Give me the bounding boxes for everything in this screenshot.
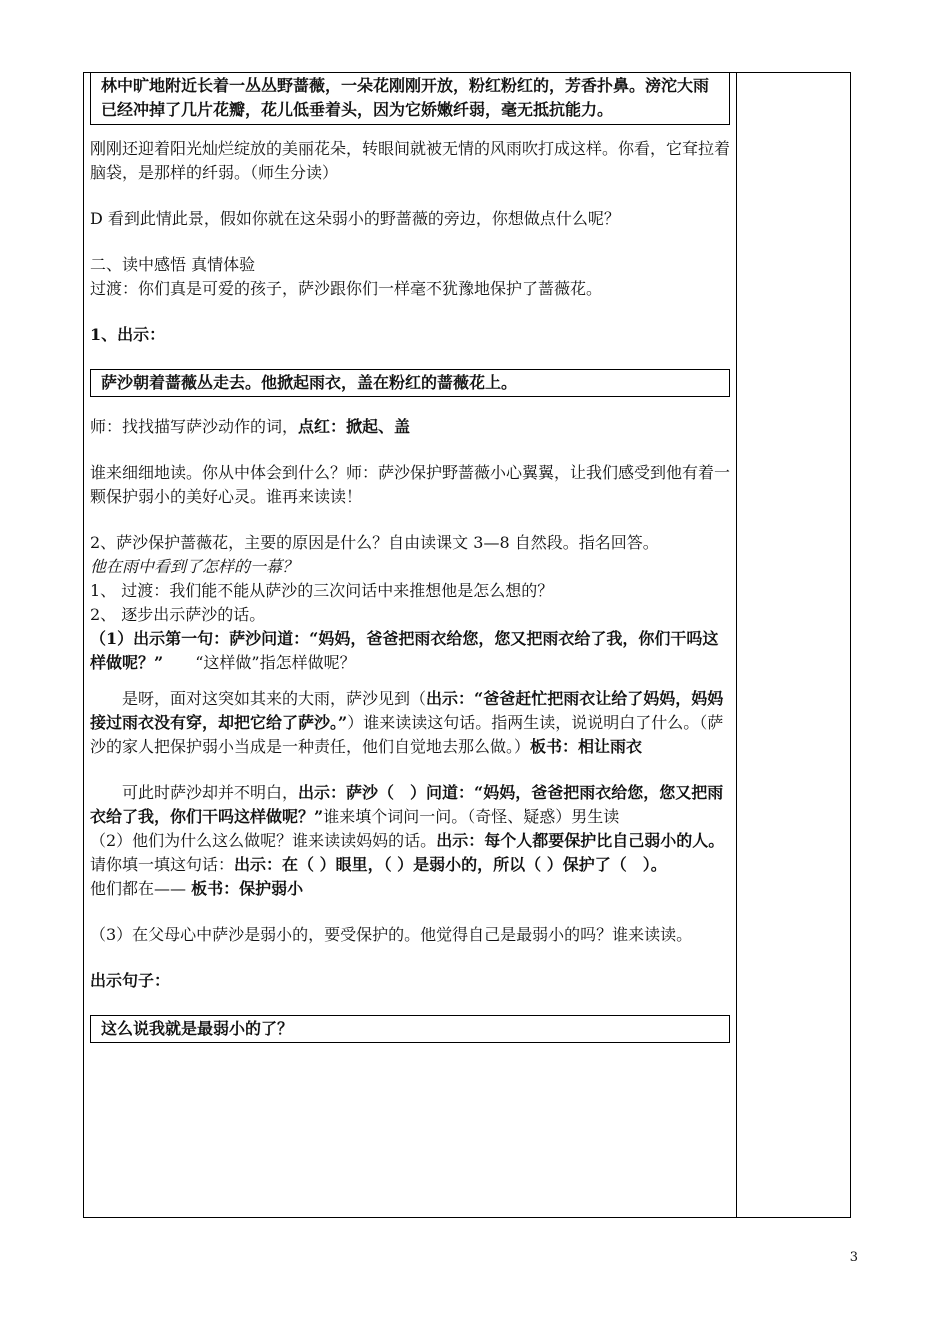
italic-question: 他在雨中看到了怎样的一幕？ (90, 557, 299, 576)
paragraph-6 (90, 781, 730, 829)
first-quote-question: “这样做”指怎样做呢？ (163, 653, 356, 672)
paragraph-2: D 看到此情此景，假如你就在这朵弱小的野蔷薇的旁边，你想做点什么呢？ (90, 209, 620, 228)
question-2-prompt: 请你填一填这句话： (90, 855, 235, 874)
paragraph-6-quote: 出示：萨沙（ ）问道：“妈妈，爸爸把雨衣给您，您又把雨衣给了我，你们干吗这样做呢？” (90, 783, 724, 826)
paragraph-1: 刚刚还迎着阳光灿烂绽放的美丽花朵，转眼间就被无情的风雨吹打成这样。你看，它耷拉着脑袋，是那样的纤弱。（师生分读） (90, 139, 731, 182)
paragraph-5 (90, 687, 730, 759)
quote-box-1: 林中旷地附近长着一丛丛野蔷薇，一朵花刚刚开放，粉红粉红的，芳香扑鼻。滂沱大雨已经冲掉了几片花瓣，花儿低垂着头，因为它娇嫩纤弱，毫无抵抗能力。 (90, 72, 730, 125)
question-2-fill: 出示：在（ ）眼里，（ ）是弱小的，所以（ ）保护了（ ）。 (234, 855, 667, 874)
question-3: （3）在父母心中萨沙是弱小的，要受保护的。他觉得自己是最弱小的吗？谁来读读。 (90, 925, 693, 944)
lesson-content (90, 72, 730, 1043)
question-2-intro: （2）他们为什么这么做呢？谁来读读妈妈的话。 (90, 831, 437, 850)
table-column-divider (736, 72, 737, 1218)
question-2 (90, 829, 730, 877)
show-label-1: 1、出示： (90, 325, 166, 344)
question-1 (90, 627, 730, 675)
quote-box-2: 萨沙朝着蔷薇丛走去。他掀起雨衣，盖在粉红的蔷薇花上。 (90, 369, 730, 397)
show-label-2: 出示句子： (90, 971, 171, 990)
question-2-quote: 出示：每个人都要保护比自己弱小的人。 (436, 831, 725, 850)
step-1: 1、 过渡：我们能不能从萨沙的三次问话中来推想他是怎么想的？ (90, 581, 554, 600)
step-2: 2、 逐步出示萨沙的话。 (90, 605, 266, 624)
board-note-1: 板书：相让雨衣 (530, 737, 643, 756)
paragraph-6-text: 谁来填个词问一问。（奇怪、疑惑）男生读 (323, 807, 620, 826)
transition-text: 过渡：你们真是可爱的孩子，萨沙跟你们一样毫不犹豫地保护了蔷薇花。 (90, 279, 603, 298)
board-note-2: 板书：保护弱小 (191, 879, 304, 898)
paragraph-4: 2、萨沙保护蔷薇花，主要的原因是什么？自由读课文 3—8 自然段。指名回答。 (90, 533, 659, 552)
quote-box-3: 这么说我就是最弱小的了？ (90, 1015, 730, 1043)
paragraph-3: 谁来细细地读。你从中体会到什么？师：萨沙保护野蔷薇小心翼翼，让我们感受到他有着一颗保护弱小的美好心灵。谁再来读读！ (90, 463, 731, 506)
paragraph-7-intro: 他们都在—— (90, 879, 192, 898)
first-quote: （1）出示第一句：萨沙问道：“妈妈，爸爸把雨衣给您，您又把雨衣给了我，你们干吗这样做呢？” (90, 629, 719, 672)
paragraph-7 (90, 877, 730, 901)
paragraph-5-text: ）谁来读读这句话。指两生读，说说明白了什么。（萨沙的家人把保护弱小当成是一种责任，他们自觉地去那么做。） (90, 713, 724, 756)
paragraph-5-intro: 是呀，面对这突如其来的大雨，萨沙见到（ (122, 689, 427, 708)
paragraph-action-words (90, 415, 730, 439)
page-number: 3 (849, 1250, 858, 1265)
section-heading: 二、读中感悟 真情体验 (90, 255, 256, 274)
teacher-prompt: 师：找找描写萨沙动作的词， (90, 417, 299, 436)
highlight-words: 点红：掀起、盖 (298, 417, 411, 436)
paragraph-5-quote: 出示：“爸爸赶忙把雨衣让给了妈妈，妈妈接过雨衣没有穿，却把它给了萨沙。” (90, 689, 724, 732)
paragraph-6-intro: 可此时萨沙却并不明白， (122, 783, 299, 802)
